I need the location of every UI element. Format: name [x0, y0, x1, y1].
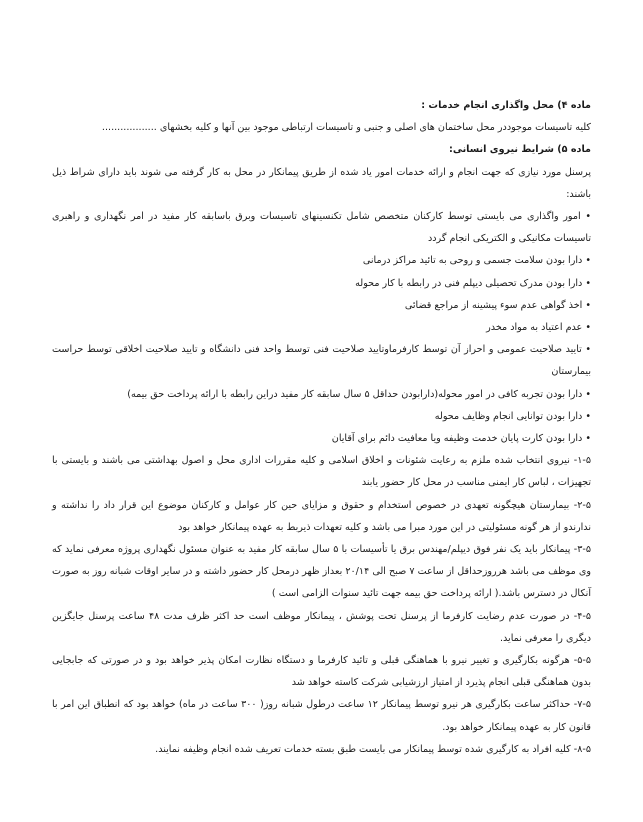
requirement-item: • دارا بودن سلامت جسمی و روحی به تائید مراکز درمانی	[362, 255, 591, 267]
article-4-text: کلیه تاسیسات موجوددر محل ساختمان های اصلی و جنبی و تاسیسات ارتباطی موجود بین آنها و کلیه بخشهای ..................	[101, 122, 591, 134]
document-body	[52, 95, 591, 761]
clause-5-5: ۵-۵- هرگونه بکارگیری و تغییر نیرو با هماهنگی قبلی و تائید کارفرما و دستگاه نظارت امکان پذیر خواهد بود و در صورتی که جابجایی بدون هماهنگی قبلی انجام پذیرد از امتیاز ارزشیابی شرکت کاسته خواهد شد	[52, 655, 591, 689]
article-5-intro: پرسنل مورد نیازی که جهت انجام و ارائه خدمات امور یاد شده از طریق پیمانکار در محل به کار گرفته می شوند باید دارای شراط ذیل باشند:	[52, 166, 591, 200]
requirement-item: • امور واگذاری می بایستی توسط کارکنان متخصص شامل تکنسینهای تاسیسات وبرق باسابقه کار مفید در امر نگهداری و راهبری تاسیسات مکانیکی و الکتریکی انجام گردد	[52, 211, 591, 245]
article-4-heading: ماده ۴) محل واگذاری انجام خدمات :	[421, 100, 591, 111]
requirement-item: • دارا بودن کارت پایان خدمت وظیفه ویا معافیت دائم برای آقایان	[331, 433, 591, 445]
clause-5-8: ۸-۵- کلیه افراد به کارگیری شده توسط پیمانکار می بایست طبق بسته خدمات تعریف شده انجام وظیفه نمایند.	[155, 743, 591, 755]
requirement-item: • دارا بودن مدرک تحصیلی دیپلم فنی در رابطه با کار محوله	[355, 277, 591, 289]
requirement-item: • دارا بودن تجربه کافی در امور محوله(دارابودن حداقل ۵ سال سابقه کار مفید دراین رابطه با ارائه پرداخت حق بیمه)	[127, 388, 591, 400]
clause-5-4: ۴-۵- در صورت عدم رضایت کارفرما از پرسنل تحت پوشش ، پیمانکار موظف است حد اکثر ظرف مدت ۴۸ ساعت پرسنل جایگزین دیگری را معرفی نماید.	[52, 610, 591, 644]
clause-5-2: ۲-۵- بیمارستان هیچگونه تعهدی در خصوص استخدام و حقوق و مزایای حین کار عوامل و کارکنان موضوع این قرار داد را نداشته و ندارندو از هر گونه مسئولیتی در این مورد مبرا می باشد و کلیه تعهدات ذیربط به عهده پیمانکار خواهد بود	[52, 499, 591, 533]
requirement-item: • اخذ گواهی عدم سوء پیشینه از مراجع قضائی	[404, 299, 591, 311]
clause-5-1: ۱-۵- نیروی انتخاب شده ملزم به رعایت شئونات و اخلاق اسلامی و کلیه مقررات اداری محل و اصول بهداشتی می باشند و بایستی با تجهیزات ، لباس کار ایمنی مناسب در محل کار حضور یابند	[52, 455, 591, 489]
requirement-item: • دارا بودن توانایی انجام وظایف محوله	[434, 410, 591, 422]
requirement-item: • عدم اعتیاد به مواد مخدر	[486, 322, 591, 334]
clause-5-3: ۳-۵- پیمانکار باید یک نفر فوق دیپلم/مهندس برق یا تأسیسات با ۵ سال سابقه کار مفید به عنوان مسئول نگهداری پروژه معرفی نماید که وی موظف می باشد هرروزحداقل از ساعت ۷ صبح الی ۲۰/۱۴ بعداز ظهر درمحل کار حضور داشته و در سایر اوقات شبانه روز به صورت آنکال در دسترس باشد.( ارائه پرداخت حق بیمه جهت تائید سنوات الزامی است )	[52, 544, 592, 600]
requirement-item: • تایید صلاحیت عمومی و احراز آن توسط کارفرماوتایید صلاحیت فنی توسط واحد فنی دانشگاه و تایید صلاحیت اخلاقی توسط حراست بیمارستان	[52, 344, 591, 378]
clause-5-7: ۷-۵- حداکثر ساعت بکارگیری هر نیرو توسط پیمانکار ۱۲ ساعت درطول شبانه روز( ۳۰۰ ساعت در ماه) خواهد بود که انطباق این امر با قانون کار به عهده پیمانکار خواهد بود.	[52, 699, 591, 733]
article-5-heading: ماده ۵) شرایط نیروی انسانی:	[449, 144, 591, 156]
